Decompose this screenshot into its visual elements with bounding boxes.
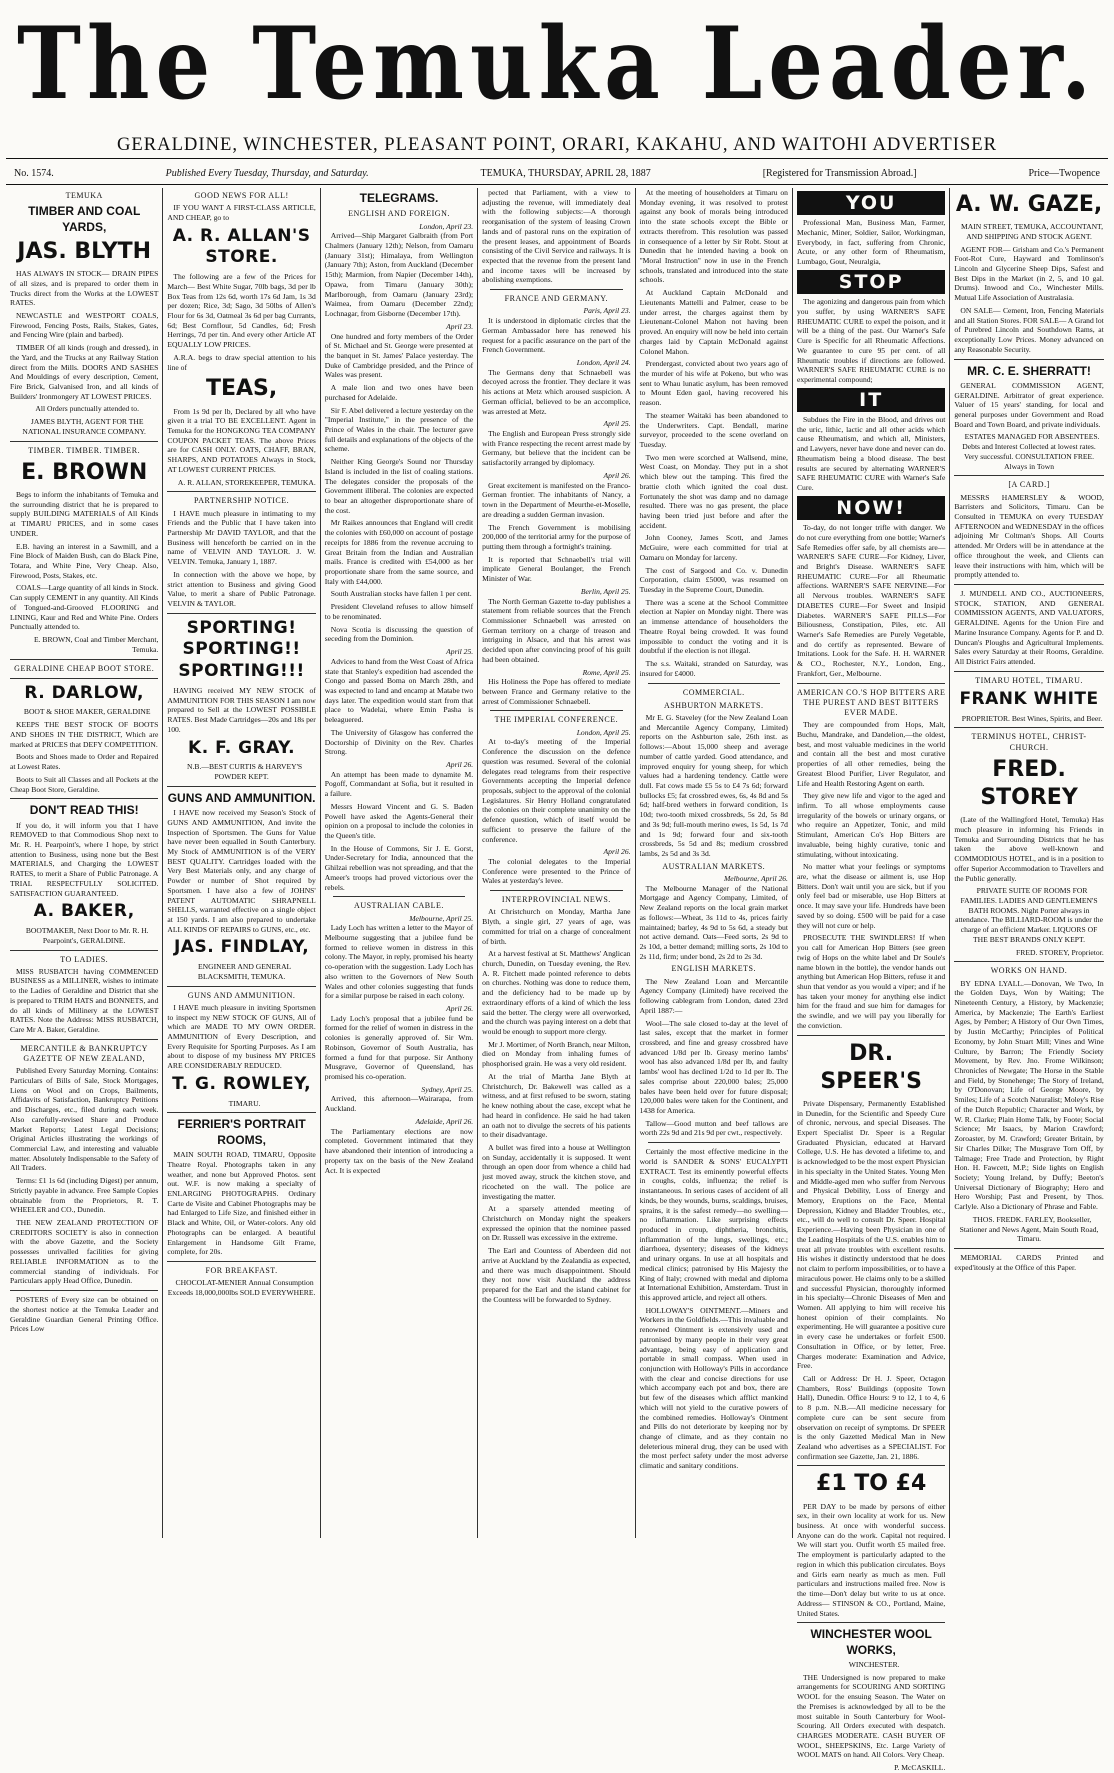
ad-text: Call or Address: Dr H. J. Speer, Octagon Chambers, Ross' Buildings (opposite Town Hall), Dunedin. Office Hours: 9 to 12, 1 to 4, 6 to 8 p.m. N.B.—All medicine necessary for complete cure can be sent secure from observation on receipt of symptoms. Dr SPEER is the only Gazetted Medical Man in New Zealand who advertises as a SPECIALIST. For confirmation see Gazette, Jan. 21, 1886. [796, 1373, 946, 1461]
section-heading: THE IMPERIAL CONFERENCE. [494, 715, 619, 725]
column-rule [797, 1035, 945, 1036]
newspaper-subtitle: GERALDINE, WINCHESTER, PLEASANT POINT, ORARI, KAKAHU, AND WAITOHI ADVERTISER [116, 134, 998, 155]
column-rule [954, 584, 1103, 585]
news-text: Neither King George's Sound nor Thursday Island is included in the list of coaling stations. The delegates consider the proposals of the Government illiberal. The colonies are expected to bear an altogether disproportionate share of the cost. [324, 457, 474, 515]
ad-text: BY EDNA LYALL.—Donovan, We Two, In the Golden Days, Won by Waiting; The Nineteenth Century, a History, by Mackenzie; America, by Mackenzie; The Earth's Earliest Ages, by Pember; A History of Our Own Times, by Justin McCarthy; Principles of Political Economy, by John Stuart Mill; Vines and Wine Culture, by Barron; The Friendly Society Movement, by Rev. Jno. Frome Wilkinson; Chronicles of Newgate; The Horse in the Stable and Field, by Stonehenge; The Story of Ireland, by O'Donovan; Life of George Moore, by Smiles; Life of a Scotch Naturalist; Moley's Rise of the Dutch Republic; Character and Work, by W. R. Clarke; Plain Home Talk, by Foote; Social Science; Mr Isaacs, by Marion Crawford; Zoroaster, by M. Crawford; Greater Britain, by Sir Charles Dilke; The Musgrave Torn Off, by Talmage; Free Trade and Protection, by Right Hon. H. Fawcett, M.P.; Side lights on English Society; Young Ireland, by Duffy; Beeton's Universal Dictionary of Biography; Hero and Hero Worship; Past and Present, by Thos. Carlyle. Also a Dictionary of Phrase and Fable. [954, 978, 1104, 1212]
ad-text: A. R. ALLAN, STOREKEEPER, TEMUKA. [177, 477, 316, 487]
ad-text: PROSECUTE THE SWINDLERS! If when you call for American Hop Bitters (see green twig of Hops on the white label and Dr Soule's name blown in the bottle), the vendor hands out anything but American Hop Bitters, refuse it and shun that vendor as you would a viper; and if he has taken your money for anything else indict him for the fraud and sue him for damages for the swindle, and we will pay you liberally for the conviction. [796, 933, 946, 1030]
ad-heading: A. R. ALLAN'S STORE. [172, 225, 311, 268]
column-rule [167, 1261, 315, 1262]
header-rule-bottom [6, 184, 1108, 185]
news-text: The Earl and Countess of Aberdeen did not arrive at Auckland by the Zealandia as expected, and there was much disappointment. Should they not now visit Auckland the address prepared for the Earl and the island cabinet for the Countess will be forwarded to Sydney. [482, 1246, 631, 1304]
ad-heading: FOR BREAKFAST. [205, 1265, 278, 1275]
news-text: Certainly the most effective medicine in the world is SANDER & SONS' EUCALYPTI EXTRACT. Test its eminently powerful effects in coughs, colds, influenza; the relief is instantaneous. In serious cases of accident of all kinds, be they wounds, burns, scaldings, bruises, sprains, it is the safest remedy—no swelling—no inflammation. Like surprising effects produced in croup, diphtheria, bronchitis, inflammation of the lungs, swellings, etc.; diarrhoea, dysentery; diseases of the kidneys and urinary organs. In use at all hospitals and medical clinics; patronised by His Majesty the King of Italy; crowned with medal and diploma at International Exhibition, Amsterdam. Trust in this approved article, and reject all others. [639, 1147, 788, 1302]
column-rule [954, 727, 1103, 728]
column-rule [954, 475, 1103, 476]
ad-heading: TO LADIES. [60, 954, 109, 964]
column-7 [950, 188, 1107, 1538]
ad-text: NEWCASTLE and WESTPORT COALS, Firewood, Fencing Posts, Rails, Stakes, Gates, and Fencing Wire (plain and barbed). [10, 310, 159, 340]
ad-text: WINCHESTER. [848, 1659, 900, 1669]
dateline [14, 164, 1100, 182]
news-text: It is reported that Schnaebell's trial will implicate General Boulanger, the French Minister of War. [482, 554, 631, 584]
section-heading: INTERPROVINCIAL NEWS. [501, 895, 611, 905]
news-text: Prendergast, convicted about two years ago of the murder of his wife at Pokeno, but who was sent to Whau lunatic asylum, has been removed to Mount Eden gaol, having recovered his reason. [639, 359, 788, 408]
ad-text: E.B. having an interest in a Sawmill, and a Fine Block of Maiden Bush, can do Black Pine, Totara, and White Pine, Very Cheap. Also, Firewood, Posts, Stakes, etc. [10, 541, 159, 580]
news-text: The Melbourne Manager of the National Mortgage and Agency Company, Limited, of New Zealand reports on the local grain market as follows:—Wheat, 3s 11d to 4s, prices fairly maintained; barley, 4s 9d to 5s 6d, a steady but not active demand. Oats—Feed sorts, 2s 9d to 2s 10d, a better demand; milling sorts, 2s 10d to 2s 11d, firm; under bond, 2s 2d to 2s 3d. [639, 883, 788, 961]
news-text: The Parliamentary elections are now completed. Government intimated that they have abandoned their intention of introducing a property tax on the basis of the New Zealand Act. It is expected [324, 1126, 474, 1175]
dateline-entry: Paris, April 23. [583, 306, 631, 316]
section-subheading: AUSTRALIAN MARKETS. [662, 861, 766, 871]
issue-date: TEMUKA, THURSDAY, APRIL 28, 1887 [480, 167, 651, 179]
ad-text: They give new life and vigor to the aged and infirm. To all whose employments cause irregularity of the bowels or urinary organs, or who require an Appetizer, Tonic, and mild Stimulant, American Co's Hop Bitters are invaluable, being highly curative, tonic and stimulating, without intoxicating. [796, 791, 946, 859]
ad-text: Subdues the Fire in the Blood, and drives out the uric, lithic, lactic and all other acids which cause Rheumatism, and which all, Ministers, and Lawyers, never have done and never can do. Rheumatism being a blood disease. The best results are secured by alternating WARNER'S SAFE RHEUMATIC CURE with Warner's Safe Cure. [796, 415, 946, 493]
column-rule [167, 786, 315, 787]
news-text: The North German Gazette to-day publishes a statement from reliable sources that the French Commissioner Schnaebell was arrested on German territory on a charge of treason and intriguing in Alsace, and that his arrest was decided upon after convincing proof of his guilt had been obtained. [482, 596, 631, 664]
news-text: At the meeting of householders at Timaru on Monday evening, it was resolved to protest against any book of morals being introduced into the state schools except the Bible or extracts therefrom. This resolution was passed in consequence of a letter by Sir Robt. Stout at Dunedin that he intended having a book on "Moral Instruction" now in use in the French schools, translated and introduced into the state schools. [639, 188, 788, 285]
ad-heading: DON'T READ THIS! [29, 803, 139, 818]
news-text: A male lion and two ones have been purchased for Adelaide. [324, 383, 474, 402]
ad-heading: TIMBER. TIMBER. TIMBER. [28, 445, 141, 455]
ad-banner: IT [797, 388, 945, 412]
news-text: Mr J. Mortimer, of North Branch, near Milton, died on Monday from inhaling fumes of phosphorised grain. He was a very old resident. [482, 1039, 631, 1069]
dateline-entry: April 26. [603, 847, 631, 857]
news-text: In the House of Commons, Sir J. E. Gorst, Under-Secretary for India, announced that the Ghilzai rebellion was not spreading, and that the Ameer's troops had proved victorious over the rebels. [324, 843, 474, 892]
dateline-entry: April 23. [446, 321, 474, 331]
column-rule [490, 890, 622, 891]
ad-text: ESTATES MANAGED FOR ABSENTEES. Debts and Interest Collected at lowest rates. Very successful. CONSULTATION FREE. Always in Town [962, 432, 1100, 471]
ad-heading: MERCANTILE & BANKRUPTCY GAZETTE OF NEW ZEALAND, [20, 1043, 148, 1064]
ad-text: THE NEW ZEALAND PROTECTION OF CREDITORS SOCIETY is also in connection with the above Gazette, and the Society possesses unrivalled facilities for giving RELIABLE INFORMATION as to the commercial standing of individuals. For Particulars apply Head Office, Dunedin. [10, 1218, 159, 1286]
dateline-entry: London, April 25. [576, 727, 631, 737]
column-1 [6, 188, 163, 1538]
dateline-entry: Melbourne, April 25. [409, 913, 474, 923]
ad-banner: YOU [797, 191, 945, 215]
ad-text: N.B.—BEST CURTIS & HARVEY'S POWDER KEPT. [187, 762, 303, 781]
section-heading: AUSTRALIAN CABLE. [354, 901, 444, 911]
ad-heading: TIMBER AND COAL YARDS, [28, 204, 141, 234]
ad-heading: TEMUKA [65, 191, 103, 200]
ad-heading: GOOD NEWS FOR ALL! [194, 191, 289, 200]
column-rule [648, 1142, 780, 1143]
news-text: At the trial of Martha Jane Blyth at Christchurch, Dr. Bakewell was called as a witness, and at first refused to be sworn, stating he knew nothing about the case, except what he had heard in confidence. He said he had taken an oath not to divulge the secrets of his patients to their disadvantage. [482, 1071, 631, 1140]
ad-text: FRED. STOREY, Proprietor. [1016, 947, 1104, 957]
dateline-entry: Adelaide, April 26. [415, 1116, 474, 1126]
ad-heading: GUNS AND AMMUNITION. [187, 990, 296, 1000]
column-rule [10, 659, 158, 660]
news-text: It is understood in diplomatic circles that the German Ambassador here has renewed his request for a pacific assurance on the part of the French Government. [482, 316, 631, 355]
ad-text: The agonizing and dangerous pain from which you suffer, by using WARNER'S SAFE RHEUMATIC CURE to expel the poison, and it will be a thing of the past. Our Warner's Safe Cure is Specific for all Rheumatic Affections. We guarantee to cure 95 per cent. of all Rheumatic troubles if directions are followed. WARNER'S SAFE RHEUMATIC CURE is no experimental compound; [796, 297, 946, 384]
news-text: The s.s. Waitaki, stranded on Saturday, was insured for £4000. [639, 659, 788, 678]
column-rule [954, 961, 1103, 962]
news-text: HOLLOWAY'S OINTMENT.—Miners and Workers in the Goldfields.—This invaluable and renowned Ointment is extensively used and patronised by many people in their very great advantage, being easy of application and portable in small compass. When used in conjunction with Holloway's Pills in accordance with the clear and concise directions for use which accompany each pot and box, there are but few of the diseases which afflict mankind which will not yield to the curative powers of the combined remedies. Holloway's Ointment and Pills do not deteriorate by keeping nor by change of climate, and as they contain no deleterious mineral drug, they can be used with the most perfect safety under the most adverse climatic and sanitary conditions. [639, 1305, 788, 1471]
news-text: President Cleveland refuses to allow himself to be renominated. [324, 602, 474, 621]
ad-text: Boots to Suit all Classes and all Pockets at the Cheap Boot Store, Geraldine. [10, 774, 159, 794]
column-rule [167, 613, 315, 614]
column-rule [333, 896, 465, 897]
column-rule [10, 678, 158, 679]
dateline-entry: London, April 23. [419, 221, 474, 231]
ad-text: A.R.A. begs to draw special attention to his line of [167, 352, 316, 372]
ad-text: J. MUNDELL AND CO., AUCTIONEERS, STOCK, STATION, AND GENERAL COMMISSION AGENTS, AND VALUATORS, GERALDINE. Agents for the Union Fire and Marine Insurance Company. Agents for P. and D. Duncan's Ploughs and Agricultural Implements. Sales every Saturday at their Rooms, Geraldine. All District Fairs attended. [954, 589, 1104, 667]
news-text: The New Zealand Loan and Mercantile Agency Company (Limited) have received the following cablegram from London, dated 23rd April 1887:— [639, 976, 788, 1015]
ad-heading: R. DARLOW, [24, 682, 145, 703]
ad-heading: JAS. FINDLAY, [173, 937, 310, 958]
ad-text: ENGINEER AND GENERAL BLACKSMITH, TEMUKA. [197, 962, 292, 981]
news-text: Mr E. G. Staveley (for the New Zealand Loan and Mercantile Agency Company, Limited) reports on the Ashburton sale, 26th inst. as follows:—About 15,000 sheep and average number of cattle yarded. Good attendance, and improved enquiry for young sheep, for which values had a hardening tendency. Cattle were dull. Fat cows made £5 5s to £4 7s 6d; forward bullocks £5; fat crossbred ewes, 6s, 4s 8d and 5s 6d; half-bred wethers in forward condition, 1s 10d; two-tooth mixed crossbreds, 5s 2d, 5s 8d and 3s 9d; full-mouth merino ewes, 1s 5d, 1s 7d and 1s 9d; forward four and six-tooth crossbreds, 5s 5d and 8s; medium crossbred lambs, 2s 5d and 3s 3d. [639, 712, 788, 859]
ad-banner: NOW! [797, 496, 945, 520]
ad-text: They are compounded from Hops, Malt, Buchu, Mandrake, and Dandelion,—the oldest, best, and most valuable medicines in the world and contain all the best and most curative properties of all other remedies, being the Greatest Blood Purifier, Liver Regulator, and Life and Health Restoring Agent on earth. [796, 720, 946, 788]
dateline-entry: April 25. [446, 647, 474, 657]
column-2 [163, 188, 320, 1538]
ad-heading: FRANK WHITE [959, 689, 1099, 710]
ad-heading: WINCHESTER WOOL WORKS, [810, 1627, 932, 1657]
news-text: A bullet was fired into a house at Wellington on Sunday, accidentally it is supposed. It went through an open door from whence a child had just moved away, struck the kitchen stove, and ricocheted on the wall. The police are investigating the matter. [482, 1142, 631, 1201]
ad-text: POSTERS of Every size can be obtained on the shortest notice at the Temuka Leader and Geraldine Guardian General Printing Office. Prices Low [10, 1295, 159, 1334]
ad-heading: FRED. STOREY [980, 756, 1078, 811]
column-rule [954, 359, 1103, 360]
news-text: The French Government is mobilising 200,000 of the territorial army for the purpose of putting them through a fortnight's training. [482, 522, 631, 551]
column-rule [10, 950, 158, 951]
ad-text: THOS. FREDK. FARLEY, Bookseller, Stationer and News Agent, Main South Road, Timaru. [959, 1214, 1099, 1244]
news-text: The cost of Sargood and Co. v. Dunedin Corporation, claim £5000, was resumed on Tuesday in the Supreme Court, Dunedin. [639, 565, 788, 595]
news-text: An attempt has been made to dynamite M. Pogoff, Commandant at Sofia, but it resulted in a failure. [324, 769, 474, 799]
news-text: Great excitement is manifested on the Franco-German frontier. The inhabitants of Nancy, a town in the Department of Meurthe-et-Moselle, are dreading a sudden German invasion. [482, 480, 631, 519]
ad-text: MISS RUSBATCH having COMMENCED BUSINESS as a MILLINER, wishes to intimate to the Ladies of Geraldine and District that she is prepared to TRIM HATS and BONNETS, and do all kinds of Millinery at the LOWEST RATES. Note the Address: MISS RUSBATCH, Care Mr A. Baker, Geraldine. [10, 966, 159, 1035]
news-text: There was a scene at the School Committee election at Napier on Monday night. There was an immense attendance of householders the Theatre Royal being crowded. It was found impossible to conduct the voting and it is doubtful if the election is not illegal. [639, 597, 788, 656]
column-rule [797, 1465, 945, 1466]
ad-heading: DR. SPEER'S [820, 1040, 922, 1094]
ad-text: MAIN STREET, TEMUKA, ACCOUNTANT, AND SHIPPING AND STOCK AGENT. [961, 222, 1104, 241]
dateline-entry: Rome, April 25. [582, 667, 631, 677]
dateline-entry: April 26. [446, 1004, 474, 1014]
news-text: At a harvest festival at St. Matthews' Anglican church, Dunedin, on Tuesday evening, the Rev. A. R. Fitchett made pointed reference to debts on churches. Nothing was done to reduce them, and the deficiency had to be made up by extraordinary efforts of a kind of which the less said the better. The clergy were all overworked, and the church was paying interest on a debt that would be enough to support more clergy. [482, 949, 631, 1037]
ad-text: PER DAY to be made by persons of either sex, in their own locality at work for us. New business. At once with wonderful success. Anyone can do the work. Capital not required. We will start you. Outfit worth £5 mailed free. The employment is particularly adapted to the region in which this publication circulates. Boys and Girls earn nearly as much as men. Full particulars and instructions mailed free. Now is the time—Don't delay but write to us at once. Address— STINSON & CO., Portland, Maine, United States. [796, 1501, 946, 1618]
masthead [0, 0, 1114, 155]
ad-heading: A. BAKER, [33, 901, 135, 922]
ad-text: TIMARU. [228, 1098, 261, 1108]
section-heading: COMMERCIAL. [682, 687, 745, 697]
ad-heading: WORKS ON HAND. [990, 966, 1068, 976]
issue-price: Price—Twopence [1028, 167, 1100, 179]
news-text: Lady Loch's proposal that a jubilee fund be formed for the relief of women in distress in the colonies is generally approved of. Sir Wm. Robinson, Governor of South Australia, has formed a fund for that purpose. Sir Anthony Musgrave, Governor of Queensland, has promised his co-operation. [324, 1013, 474, 1082]
ad-text: Boots and Shoes made to Order and Repaired at Lowest Rates. [10, 752, 159, 772]
issue-number: No. 1574. [14, 167, 54, 179]
ad-text: P. McCASKILL. [894, 1763, 946, 1773]
column-rule [10, 1039, 158, 1040]
ad-text: Begs to inform the inhabitants of Temuka and the surrounding district that he is prepared to supply BUILDING MATERIALS of All Kinds at TIMARU PRICES, and in some cases UNDER. [10, 490, 159, 538]
column-3 [321, 188, 478, 1538]
news-text: At Auckland Captain McDonald and Lieutenants Mattelli and Palmer, cease to be under arrest, the charges against them by Lieutenant-Colonel Mahon not having been proved. An enquiry will now be held into certain charges laid by Captain McDonald against Colonel Mahon. [639, 288, 788, 356]
ad-heading: TIMARU HOTEL, TIMARU. [975, 675, 1083, 685]
ad-heading: £1 TO £4 [816, 1471, 927, 1497]
section-subheading: ENGLISH MARKETS. [671, 964, 756, 974]
news-text: His Holiness the Pope has offered to mediate between France and Germany relative to the arrest of Commissioner Schnaebell. [482, 677, 631, 706]
publication-schedule: Published Every Tuesday, Thursday, and Saturday. [165, 167, 369, 179]
news-text: At Christchurch on Monday, Martha Jane Blyth, a single girl, 27 years of age, was committed for trial on a charge of concealment of birth. [482, 907, 631, 946]
ad-text: BOOT & SHOE MAKER, GERALDINE [23, 707, 151, 717]
news-text: The English and European Press strongly side with France respecting the recent arrest made by Germany, but believe that the incident can be satisfactorily arranged by diplomacy. [482, 429, 631, 468]
column-rule [490, 289, 622, 290]
ad-text: If you do, it will inform you that I have REMOVED to that Commodious Shop next to Mr. R. H. Pearpoint's, where I hope, by strict attention to Business, using none but the Best MATERIALS, and Charging the LOWEST RATES, to merit a Share of Public Patronage. A TRIAL RESPECTFULLY SOLICITED. SATISFACTION GUARANTEED. [10, 820, 159, 898]
news-text: South Australian stocks have fallen 1 per cent. [330, 589, 472, 599]
ad-heading: GERALDINE CHEAP BOOT STORE. [14, 663, 155, 673]
ad-heading: AMERICAN CO.'S HOP BITTERS ARE THE PUREST AND BEST BITTERS EVER MADE. [796, 687, 946, 718]
news-text: The Germans deny that Schnaebell was decoyed across the frontier. They declare it was his actions at Metz which aroused suspicion. A German official, believed to be an accomplice, was arrested at Metz. [482, 367, 631, 416]
news-text: One hundred and forty members of the Order of St. Michael and St. George were presented at the banquet in St. James' Palace yesterday. The Duke of Cambridge presided, and the Prince of Wales was present. [324, 331, 474, 380]
dateline-entry: Melbourne, April 26. [723, 873, 788, 883]
newspaper-title: The Temuka Leader. [17, 6, 1097, 123]
ad-text: Terms: £1 1s 6d (including Digest) per annum, Strictly payable in advance. Free Sample Copies obtainable from the Proprietors, R. T. WHEELER and CO., Dunedin. [10, 1176, 159, 1215]
section-subheading: ASHBURTON MARKETS. [664, 700, 764, 710]
ad-text: Private Dispensary, Permanently Established in Dunedin, for the Scientific and Speedy Cure of chronic, nervous, and special Diseases. The Expert Specialist Dr. Speer is a Regular Graduated Physician, educated at Harvard College, U.S. He has devoted a lifetime to, and is acknowledged to be the most expert Physician in his specialty in the United States. Young Men and Middle-aged men who suffer from Nervous and Physical Debility, Loss of Energy and Memory, Eruptions on the Face, Mental Depression, Kidney and Bladder Troubles, etc., etc., will do well to consult Dr. Speer. Hospital Experience.—Having been Physician in one of the Leading Hospitals of the U.S. enables him to treat all private troubles with excellent results. His wishes it distinctly understood that he does not claim to perform impossibilities, or to have a miraculous power. He claims only to be a skilled and successful Physician, thoroughly informed in his specialty—Chronic Diseases of Men and Women. All applying to him will receive his honest opinion of their complaints. No experimenting. He will guarantee a positive cure in every case he undertakes or forfeit £500. Consultation in Office, or by letter, Free. Charges moderate: Examination and Advice, Free. [796, 1098, 946, 1371]
ad-text: COALS—Large quantity of all kinds in Stock. Can supply CEMENT in any quantity. All Kinds of Tongued-and-Grooved FLOORING and LINING, Kaur and Red and White Pine. Orders Punctually attended to. [10, 583, 159, 632]
news-text: Mr Raikes announces that England will credit the colonies with £60,000 on account of postage receipts for 1886 from the revenue accruing to Great Britain from the Indian and Australian mails. France is credited with £54,000 as her proportionate share from the same source, and Italy with £44,000. [324, 518, 474, 586]
ad-text: MESSRS HAMERSLEY & WOOD, Barristers and Solicitors, Timaru. Can be Consulted in TEMUKA on every TUESDAY AFTERNOON and WEDNESDAY in the offices adjoining Mr Coltman's Shops. All Courts attended. Mr Orders will be in attendance at the office throughout the week, and Clients can leave their instructions with him, which will be promptly attended to. [954, 492, 1104, 580]
ad-text: TIMBER Of all kinds (rough and dressed), in the Yard, and the Trucks at any Railway Station direct from the Mills. DOORS AND SASHES And Mouldings of every description, Cement, Fire Brick, Galvanised Iron, and all kinds of Builders' Ironmongery AT LOWEST PRICES. [10, 343, 159, 401]
news-text: At a sparsely attended meeting of Christchurch on Monday night the speakers expressed the opinion that the nominee passed on Dr. Russell was excessive in the extreme. [482, 1204, 631, 1243]
ad-heading: E. BROWN [21, 459, 148, 485]
column-rule [797, 683, 945, 684]
news-text: Arrived—Ship Margaret Galbraith (from Port Chalmers (January 12th); Nelson, from Oamaru (January 31st); Himalaya, from Wellington (January 7th); Aston, from Auckland (December 15th); Marmion, from Napier (December 14th), Opawa, from Timaru (January 30th); Marlborough, from Oamaru (January 23rd); Waimea, from Oamaru (December 22nd); Lochnagar, from Gisborne (December 17th). [324, 231, 474, 319]
news-text: The steamer Waitaki has been abandoned to the Underwriters. Capt. Bendall, marine surveyor, proceeded to the scene overland on Tuesday. [639, 410, 788, 449]
news-text: Lady Loch has written a letter to the Mayor of Melbourne suggesting that a jubilee fund be formed to relieve women in distress in this colony. The Mayor, in reply, promised his hearty co-operation with the suggestion. Lady Loch has also written to the Governors of New South Wales and other colonies suggesting that funds for a similar purpose be raised in each colony. [324, 923, 474, 1001]
section-heading: TELEGRAMS. [359, 191, 439, 205]
ad-text: Published Every Saturday Morning. Contains: Particulars of Bills of Sale, Stock Mortgages, Liens on Wool and on Crops, Bailments, Affidavits of Satisfaction, Bankruptcy Petitions and Discharges, etc., filed during each week. Also carefully-revised Share and Produce Market Reports; Latest Legal Decisions; Original Articles illustrating the workings of Commercial Law, and interesting and valuable matter. Absolutely Indispensable to the Safety of All Traders. [10, 1066, 159, 1173]
news-text: Nova Scotia is discussing the question of seceding from the Dominion. [324, 624, 474, 644]
ad-text: MEMORIAL CARDS Printed and exped'itously at the Office of this Paper. [954, 1252, 1104, 1272]
column-4 [478, 188, 635, 1538]
ad-text: The following are a few of the Prices for March— Best White Sugar, 70lb bags, 3d per lb Box Teas from 12s 6d, worth 17s 6d Jam, 1s 3d per dozen; Rice, 3d; Sago, 3d 50lbs of Allen's Flour for 6s 3d, Oatmeal 3s 6d per bag Currants, 6d; Best Cornflour, 5d Candles, 6d; Fresh Herrings, 7d per tin. And every other Article AT EQUALLY LOW PRICES. [167, 272, 316, 350]
ad-heading: K. F. GRAY. [188, 737, 296, 758]
ad-text: No matter what your feelings or symptoms are, what the disease or ailment is, use Hop Bitters. Don't wait until you are sick, but if you only feel bad or miserable, use Hop Bitters at once. It may save your life. Hundreds have been saved by so doing. £500 will be paid for a case they will not cure or help. [796, 862, 946, 930]
ad-heading: GUNS AND AMMUNITION. [167, 790, 316, 805]
column-rule [648, 683, 780, 684]
news-text: pected that Parliament, with a view to adjusting the revenue, will immediately deal with the following subjects:—A thorough reorganisation of the system of leasing Crown lands and of pastoral runs on the expiration of the present leases, and appointment of Boards consisting of the Civil Service and railways. It is expected that the revenue from the present land and income taxes will be increased by abolishing exemptions. [482, 188, 631, 285]
ad-text: PROPRIETOR. Best Wines, Spirits, and Beer. [961, 713, 1103, 723]
header-rule-top [6, 158, 1108, 159]
ad-text: Professional Man, Business Man, Farmer, Mechanic, Miner, Soldier, Sailor, Workingman, Everybody, in fact, suffering from Chronic, Acute, or any other form of Rheumatism, Lumbago, Gout, Neuralgia, [796, 218, 946, 267]
column-rule [797, 1622, 945, 1623]
column-rule [167, 1112, 315, 1113]
column-rule [954, 671, 1103, 672]
column-5 [636, 188, 793, 1538]
ad-heading: TEAS, [205, 376, 278, 402]
registration-note: [Registered for Transmission Abroad.] [762, 167, 917, 179]
column-rule [167, 491, 315, 492]
ad-banner: STOP [797, 270, 945, 294]
ad-text: HAS ALWAYS IN STOCK— DRAIN PIPES of all sizes, and is prepared to order them in Trucks direct from the Works at the LOWEST RATES. [10, 269, 159, 308]
ad-heading: PARTNERSHIP NOTICE. [194, 496, 290, 506]
ad-text: GENERAL COMMISSION AGENT, GERALDINE. Arbitrator of great experience. Valuer of 15 years' standing, for local and general purposes under Government and Road Board and Town Board, and private individuals. [954, 380, 1104, 429]
ad-heading: TERMINUS HOTEL, CHRIST-CHURCH. [971, 732, 1087, 752]
ad-text: AGENT FOR— Grisham and Co.'s Permanent Foot-Rot Cure, Hayward and Tomlinson's Lincoln and Glycerine Sheep Dips, Safest and Best Dips in the Market (in 2, 5, and 10 gal. Drums). Inwood and Co., Winchester Mills. Mutual Life Association of Australasia. [954, 244, 1104, 303]
ad-text: To-day, do not longer trifle with danger. We do not cure everything from one bottle; Warner's Safe Remedies offer safe, by all chemists are—WARNER'S SAFE CURE—For Kidney, Liver, and Bright's Disease. WARNER'S SAFE RHEUMATIC CURE—For all Rheumatic affections. WARNER'S SAFE NERVINE—For all Nervous troubles. WARNER'S SAFE DIABETES CURE—For Sweet and Insipid Diabetes. WARNER'S SAFE PILLS—For Biliousness, Constipation, Piles, etc. All Warner's Safe Remedies are Purely Vegetable, and do certify as represented. Beware of Imitations. Look for the Safe. H. H. WARNER & CO., Rochester, N.Y., London, Eng., Frankfort, Ger., Melbourne. [796, 523, 946, 678]
ad-text: E. BROWN, Coal and Timber Merchant, Temuka. [33, 635, 159, 654]
ad-text: I HAVE now received my Season's Stock of GUNS AND AMMUNITION, And invite the Inspection of Sportsmen. The Guns for Value have never been equalled in South Canterbury. My Stock of AMMUNITION is of the VERY BEST QUALITY. Cartridges loaded with the Very Best Materials only, and any charge of Powder or number of Shot required by Sportsmen. I have also a few of JOHNS' PATENT AUTOMATIC SHRAPNELL SHELLS, warranted effective on a single object at 150 yards. I am also prepared to undertake ALL KINDS OF REPAIRS to GUNS, etc., etc. [167, 808, 316, 934]
ad-text: HAVING received MY NEW STOCK of AMMUNITION FOR THIS SEASON I am now prepared to Sell at the LOWEST POSSIBLE RATES. Best Made Cartridges—20s and 18s per 100. [167, 685, 316, 734]
column-rule [10, 798, 158, 799]
ad-text: I HAVE much pleasure in inviting Sportsmen to inspect my NEW STOCK OF GUNS, All of which are MADE TO MY OWN ORDER. AMMUNITION of Every Description, and Every Requisite for Sporting Purposes. As I am about to dispose of my business MY PRICES ARE CONSIDERABLY REDUCED. [167, 1002, 316, 1071]
ad-heading: SPORTING! SPORTING!! SPORTING!!! [178, 617, 305, 682]
column-rule [490, 710, 622, 711]
news-text: The colonial delegates to the Imperial Conference were presented to the Prince of Wales at yesterday's levee. [482, 857, 631, 886]
ad-text: BOOTMAKER, Next Door to Mr. R. H. Pearpoint's, GERALDINE. [25, 926, 149, 945]
news-text: The University of Glasgow has conferred the Doctorship of Divinity on the Rev. Charles Strong. [324, 727, 474, 757]
ad-text: PRIVATE SUITE OF ROOMS FOR FAMILIES. LADIES AND GENTLEMEN'S BATH ROOMS. Night Porter always in attendance. The BILLIARD-ROOM is under the charge of an efficient Marker. LIQUORS OF THE BEST BRANDS ONLY KEPT. [955, 886, 1103, 944]
ad-text: THE Undersigned is now prepared to make arrangements for SCOURING AND SORTING WOOL for the ensuing Season. The Water on the Premises is acknowledged by all to be the most suitable in South Canterbury for Wool-Scouring. All Orders executed with despatch. CHARGES MODERATE. CASH BUYER OF WOOL, SHEEPSKINS, Etc. Large Variety of WOOL MATS on hand. All Colors. Very Cheap. [796, 1672, 946, 1760]
column-6 [793, 188, 950, 1773]
news-text: Arrived, this afternoon—Wairarapa, from Auckland. [324, 1094, 474, 1114]
ad-text: In connection with the above we hope, by strict attention to Business and giving Good Value, to merit a share of Public Patronage. VELVIN & TAYLOR. [167, 569, 316, 608]
dateline-entry: April 25. [603, 419, 631, 429]
ad-text: (Late of the Wallingford Hotel, Temuka) Has much pleasure in informing his Friends in Temuka and Surrounding Districts that he has taken the above well-known and COMMODIOUS HOTEL, and is in a position to offer Superior Accommodation to Travellers and the Public generally. [954, 815, 1104, 883]
ad-heading: JAS. BLYTH [17, 238, 152, 264]
dateline-entry: Berlin, April 25. [580, 586, 631, 596]
column-rule [954, 1248, 1103, 1249]
ad-text: All Orders punctually attended to. [35, 404, 139, 414]
ad-text: From 1s 9d per lb, Declared by all who have given it a trial TO BE EXCELLENT. Agent in Temuka for the HONGKONG TEA COMPANY COUPON PACKET TEAS. The above Prices are for CASH ONLY. OATS, CHAFF, BRAN, SHARPS, AND POTATOES Always in Stock, AT LOWEST CURRENT PRICES. [167, 406, 316, 474]
news-text: Tallow—Good mutton and beef tallows are worth 22s 9d and 21s 9d per cwt., respectively. [639, 1118, 788, 1138]
news-text: Wool—The sale closed to-day at the level of last sales, except that the market in former crossbred, and fine and greasy crossbred have advanced 1/8d per lb. Greasy merino lambs' wool has also advanced 1/8d per lb, and faulty lambs' wool has declined 1/2d to 1d per lb. The sales comprise about 220,000 bales; 25,000 bales have been held over for future disposal; 120,000 bales were taken for the Continent, and 1438 for America. [639, 1018, 788, 1116]
ad-text: ON SALE— Cement, Iron, Fencing Materials and all Station Stores. FOR SALE— A Grand lot of Purebred Lincoln and Southdown Rams, at exceptionally Low Prices. Money advanced on any Reasonable Security. [954, 305, 1104, 354]
ad-heading: MR. C. E. SHERRATT! [967, 363, 1091, 378]
ad-heading: FERRIER'S PORTRAIT ROOMS, [177, 1117, 306, 1147]
news-text: John Cooney, James Scott, and James McGuire, were each committed for trial at Oamaru on Monday for larceny. [639, 533, 788, 562]
news-text: Sir F. Abel delivered a lecture yesterday on the "Imperial Institute," in the presence of the Prince of Wales in the chair. The lecturer gave full details and explanations of the objects of the scheme. [324, 405, 474, 454]
ad-text: KEEPS THE BEST STOCK OF BOOTS AND SHOES IN THE DISTRICT, Which are marked at PRICES that DEFY COMPETITION. [10, 720, 159, 749]
news-text: At to-day's meeting of the Imperial Conference the discussion on the defence question was resumed. Several of the colonial delegates read telegrams from their respective Governments accepting the Imperial defence proposals, subject to the approval of the colonial Legislatures. Sir Henry Holland congratulated the colonies on their complete unanimity on the defence question, which of itself would be sufficient to preserve the failure of the conference. [482, 737, 631, 844]
column-rule [10, 1290, 158, 1291]
dateline-entry: April 26. [603, 470, 631, 480]
ad-text: MAIN SOUTH ROAD, TIMARU, Opposite Theatre Royal. Photographs taken in any weather, and none but Approved Photos. sent out. W.F. is now making a specialty of ENLARGING PHOTOGRAPHS. Ordinary Carte de Visite and Cabinet Photographs may be had Enlarged to Life Size, and finished either in Black and White, Oil, or Water-colors. Any old Photographs can be enlarged. A beautiful Enlargement in Handsome Gilt Frame, complete, for 20s. [167, 1150, 316, 1257]
dateline-entry: April 26. [446, 759, 474, 769]
dateline-entry: Sydney, April 25. [421, 1084, 474, 1094]
section-heading: FRANCE AND GERMANY. [504, 294, 609, 304]
ad-text: JAMES BLYTH, AGENT FOR THE NATIONAL INSURANCE COMPANY. [22, 417, 146, 436]
ad-text: CHOCOLAT-MENIER Annual Consumption Exceeds 18,000,000lbs SOLD EVERYWHERE. [167, 1278, 316, 1297]
columns [6, 188, 1108, 1773]
news-text: Messrs Howard Vincent and G. S. Baden Powell have asked the Agents-General their opinion on a proposal to include the colonies in the Queen's title. [324, 801, 474, 840]
ad-text: IF YOU WANT A FIRST-CLASS ARTICLE, AND CHEAP, go to [167, 203, 316, 222]
dateline-entry: London, April 24. [576, 358, 631, 368]
ad-heading: A. W. GAZE, [955, 192, 1103, 217]
news-text: Two men were scorched at Wallsend, mine, West Coast, on Monday. They put in a shot which blew out the tamping. This fired the brattie cloth which ignited the coal dust. Fortunately the shot was damp and no damage resulted. There was no gas present, the place having been tried just before and after the accident. [639, 452, 788, 530]
ad-text: I HAVE much pleasure in intimating to my Friends and the Public that I have taken into Partnership Mr DAVID TAYLOR, and that the Business will henceforth be carried on in the name of VELVIN AND TAYLOR. J. W. VELVIN. Temuka, January 1, 1887. [167, 508, 316, 567]
ad-heading: [A CARD.] [1008, 480, 1050, 490]
column-rule [10, 441, 158, 442]
news-text: Advices to hand from the West Coast of Africa state that Stanley's expedition had ascended the Congo and passed Boma on March 28th, and was expected to land and encamp at Matabe two days later. The expedition would start from that place to Wadelai, where Emin Pasha is beleaguered. [324, 656, 474, 725]
column-rule [167, 986, 315, 987]
section-subheading: ENGLISH AND FOREIGN. [348, 209, 450, 219]
ad-heading: T. G. ROWLEY, [172, 1073, 312, 1094]
